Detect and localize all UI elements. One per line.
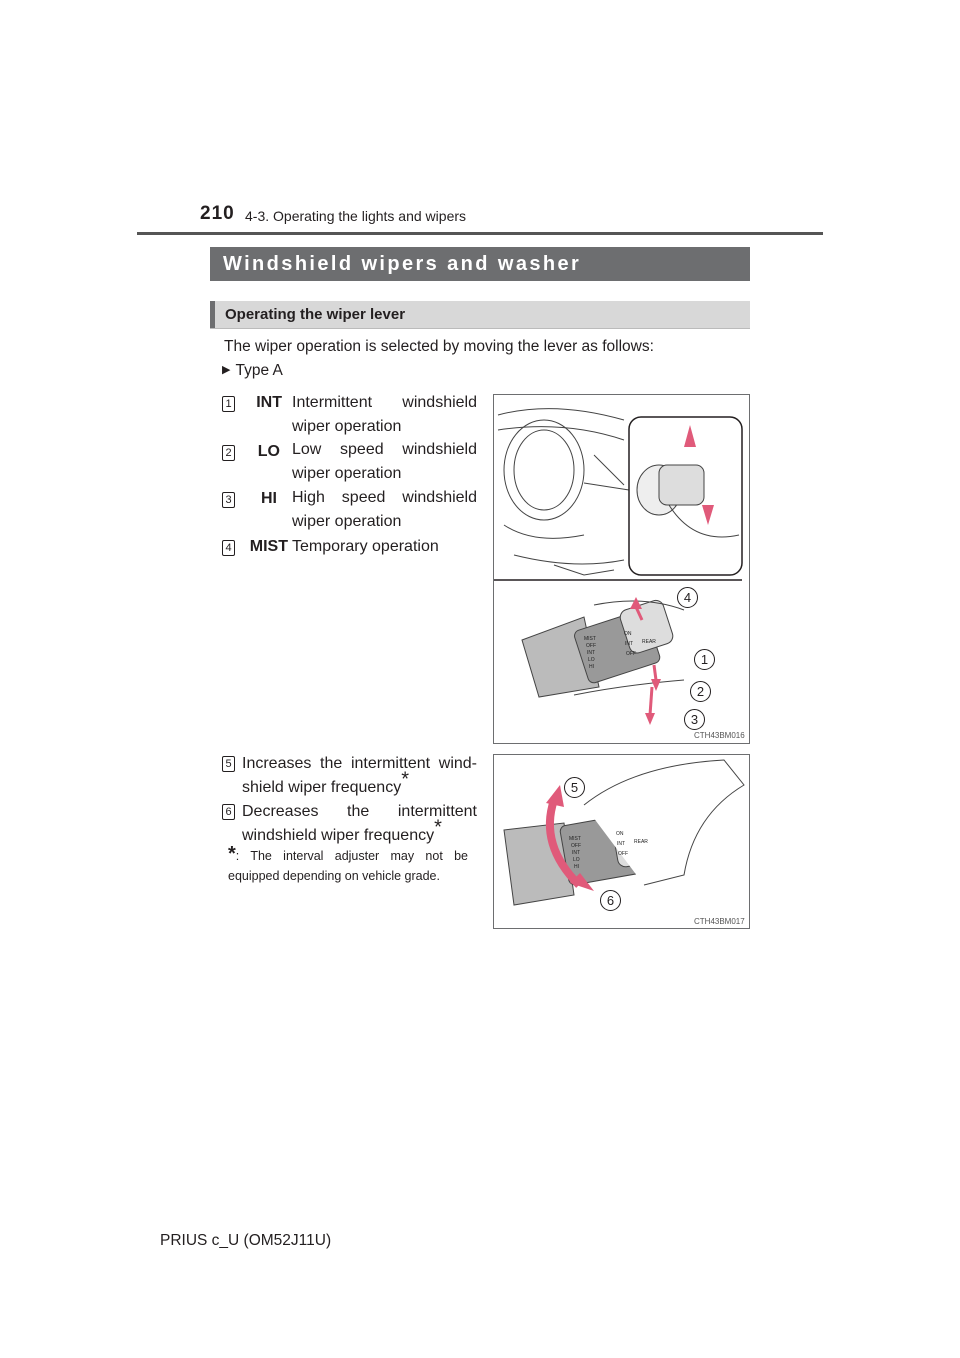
intro-text: The wiper operation is selected by moving the lever as follows: <box>224 338 654 355</box>
page-number: 210 <box>200 203 235 224</box>
footnote-marker: * <box>401 768 409 791</box>
subheading: Operating the wiper lever <box>225 306 406 323</box>
item-number: 3 <box>222 492 235 508</box>
lever-label: LO <box>573 857 580 863</box>
footnote-marker: * <box>434 816 442 839</box>
item-description: Low speed windshield wiper operation <box>292 441 477 482</box>
lever-label: MIST <box>569 836 581 842</box>
lever-label: REAR <box>634 839 648 845</box>
section-title: 4-3. Operating the lights and wipers <box>245 208 467 224</box>
item-number: 6 <box>222 804 235 820</box>
callout-2: 2 <box>690 681 711 702</box>
footnote-text: : The interval adjuster may not be equipped depending on vehicle grade. <box>228 849 468 883</box>
item-description-text: Decreases the intermittent windshield wiper frequency <box>242 803 477 844</box>
item-description: High speed windshield wiper operation <box>292 489 477 530</box>
item-code: INT <box>256 394 282 411</box>
callout-3: 3 <box>684 709 705 730</box>
title-bar <box>210 247 750 281</box>
figure-code: CTH43BM016 <box>694 731 745 740</box>
figure-code: CTH43BM017 <box>694 917 745 926</box>
callout-4: 4 <box>677 587 698 608</box>
item-number: 1 <box>222 396 235 412</box>
callout-5: 5 <box>564 777 585 798</box>
header-rule <box>137 232 823 235</box>
figure-interval-adjuster <box>493 754 750 929</box>
item-description: Intermittent windshield wiper operation <box>292 394 477 435</box>
item-description: Temporary operation <box>292 538 439 555</box>
item-code: LO <box>257 443 280 460</box>
callout-1: 1 <box>694 649 715 670</box>
page-title: Windshield wipers and washer <box>223 253 582 275</box>
lever-label: REAR <box>642 639 656 645</box>
subheading-accent <box>210 301 215 328</box>
item-number: 5 <box>222 756 235 772</box>
figure-wiper-lever <box>493 394 750 744</box>
lever-label: ON <box>616 831 624 837</box>
lever-label: OFF <box>571 843 581 849</box>
item-description <box>242 800 477 848</box>
item-code: HI <box>261 490 277 507</box>
lever-label: INT <box>617 841 626 847</box>
lever-label: INT <box>587 650 596 656</box>
type-label-text: Type A <box>235 362 283 379</box>
type-label <box>222 362 283 380</box>
item-number: 2 <box>222 445 235 461</box>
item-code: MIST <box>249 538 288 555</box>
lever-label: HI <box>574 864 579 870</box>
callout-6: 6 <box>600 890 621 911</box>
lever-label: OFF <box>626 651 636 657</box>
item-number: 4 <box>222 540 235 556</box>
footer-model: PRIUS c_U (OM52J11U) <box>160 1232 332 1249</box>
lever-label: INT <box>625 641 634 647</box>
lever-label: OFF <box>618 851 628 857</box>
item-description-text: Increases the intermittent wind-shield wiper frequency <box>242 755 477 796</box>
lever-label: LO <box>588 657 595 663</box>
triangle-right-icon: ▶ <box>222 364 231 376</box>
lever-label: OFF <box>586 643 596 649</box>
footnote-star: * <box>228 843 236 865</box>
lever-label: INT <box>572 850 581 856</box>
subheading-bar <box>210 301 750 329</box>
lever-label: MIST <box>584 636 596 642</box>
footnote <box>228 843 468 886</box>
item-description <box>242 752 477 800</box>
lever-label: HI <box>589 664 594 670</box>
interval-adjuster-illustration <box>494 755 749 928</box>
lever-label: ON <box>624 631 632 637</box>
